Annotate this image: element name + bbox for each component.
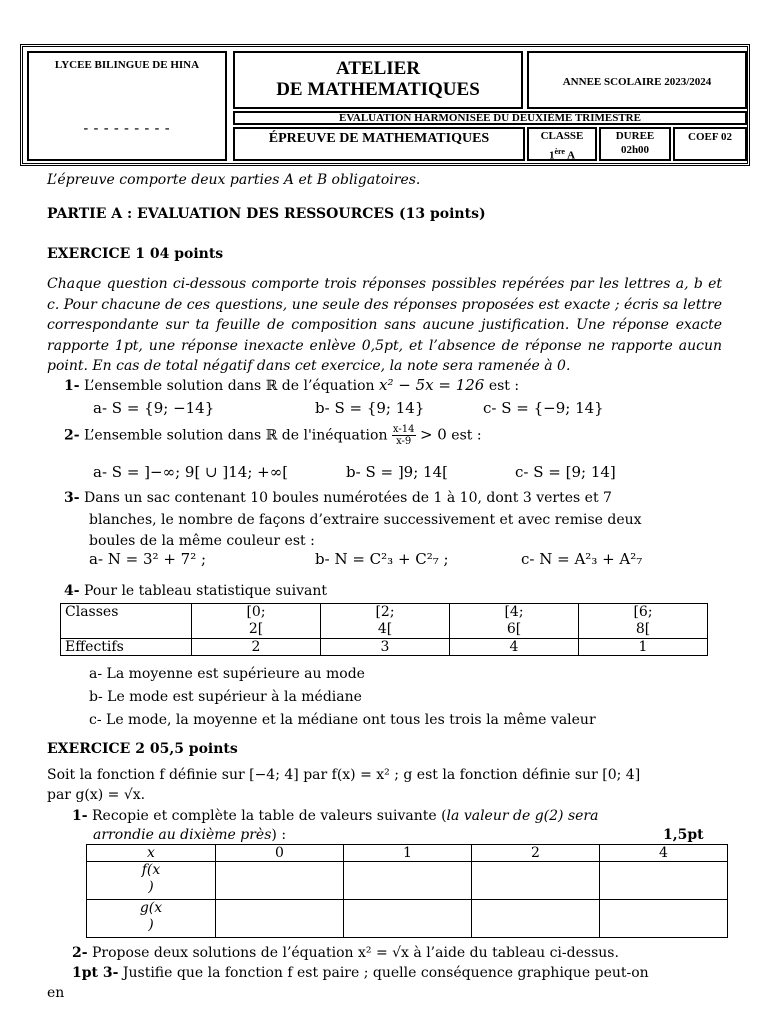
q4-statement: 4- Pour le tableau statistique suivant bbox=[64, 583, 328, 599]
table-cell bbox=[472, 862, 600, 900]
table-cell bbox=[600, 862, 728, 900]
classe-value: 1ère A bbox=[548, 147, 576, 162]
q1-statement: 1- L’ensemble solution dans ℝ de l’équation x² − 5x = 126 est : bbox=[64, 376, 520, 394]
table-cell: 3 bbox=[321, 639, 450, 656]
table-row bbox=[61, 639, 708, 656]
q2-option-c: c- S = [9; 14] bbox=[515, 463, 616, 481]
table-cell bbox=[216, 862, 344, 900]
coef-box: COEF 02 bbox=[673, 127, 747, 161]
q2-option-a: a- S = ]−∞; 9[ ∪ ]14; +∞[ bbox=[93, 463, 289, 481]
stat-table bbox=[60, 603, 708, 656]
table-cell: f(x ) bbox=[87, 862, 216, 900]
q3-line3: boules de la même couleur est : bbox=[89, 533, 315, 549]
atelier-line1: ATELIER bbox=[335, 58, 421, 79]
q4-option-c: c- Le mode, la moyenne et la médiane ont tous les trois la même valeur bbox=[89, 712, 596, 728]
table-cell bbox=[344, 900, 472, 938]
school-name: LYCEE BILINGUE DE HINA bbox=[54, 59, 200, 71]
table-row bbox=[87, 862, 728, 900]
school-box bbox=[27, 51, 227, 161]
table-cell: 4 bbox=[600, 845, 728, 862]
table-row bbox=[61, 604, 708, 639]
ex2-q2: 2- Propose deux solutions de l’équation x² = √x à l’aide du tableau ci-dessus. bbox=[72, 945, 619, 961]
table-cell: 1 bbox=[344, 845, 472, 862]
q3-line2: blanches, le nombre de façons d’extraire successivement et avec remise deux bbox=[89, 512, 642, 528]
epreuve-title: ÉPREUVE DE MATHEMATIQUES bbox=[233, 127, 525, 161]
table-cell: 2 bbox=[192, 639, 321, 656]
ex2-q1-points: 1,5pt bbox=[663, 827, 704, 843]
q3-line1: 3- Dans un sac contenant 10 boules numérotées de 1 à 10, dont 3 vertes et 7 bbox=[64, 490, 612, 506]
exercice2-title: EXERCICE 2 05,5 points bbox=[47, 741, 238, 757]
q1-option-c: c- S = {−9; 14} bbox=[483, 399, 604, 417]
q4-option-a: a- La moyenne est supérieure au mode bbox=[89, 666, 365, 682]
table-cell: [6; 8[ bbox=[579, 604, 708, 639]
atelier-line2: DE MATHEMATIQUES bbox=[276, 79, 480, 100]
q2-fraction: $\frac{x-14}{x-9}$ bbox=[392, 424, 415, 447]
classe-box bbox=[527, 127, 597, 161]
ex2-intro-line2: par g(x) = √x. bbox=[47, 787, 146, 803]
table-row bbox=[87, 900, 728, 938]
table-cell: Classes bbox=[61, 604, 192, 639]
table-cell: 4 bbox=[450, 639, 579, 656]
table-cell bbox=[216, 900, 344, 938]
table-cell: x bbox=[87, 845, 216, 862]
q1-option-b: b- S = {9; 14} bbox=[315, 399, 425, 417]
q1-option-a: a- S = {9; −14} bbox=[93, 399, 215, 417]
table-cell: [4; 6[ bbox=[450, 604, 579, 639]
ex2-q1-line2: arrondie au dixième près) : bbox=[93, 827, 287, 843]
duree-value: 02h00 bbox=[620, 144, 650, 156]
table-cell: 1 bbox=[579, 639, 708, 656]
ex2-q1-line1: 1- Recopie et complète la table de valeurs suivante (la valeur de g(2) sera bbox=[72, 808, 599, 824]
classe-label: CLASSE bbox=[540, 130, 584, 142]
table-cell: [0; 2[ bbox=[192, 604, 321, 639]
table-cell: 2 bbox=[472, 845, 600, 862]
duree-label: DUREE bbox=[615, 130, 655, 142]
duree-box bbox=[599, 127, 671, 161]
exam-header bbox=[20, 44, 750, 166]
q3-option-a: a- N = 3² + 7² ; bbox=[89, 550, 207, 568]
exercice1-instructions: Chaque question ci-dessous comporte trois réponses possibles repérées par les lettres a, b et c. Pour chacune de ces questions, une seule des réponses proposées est exacte ; écris sa lettre correspondante sur ta feuille de composition sans aucune justification. Une réponse exacte rapporte 1pt, une réponse inexacte enlève 0,5pt, et l’absence de réponse ne rapporte aucun point. En cas de total négatif dans cet exercice, la note sera ramenée à 0. bbox=[47, 276, 722, 374]
table-cell bbox=[344, 862, 472, 900]
table-cell: [2; 4[ bbox=[321, 604, 450, 639]
ex2-q3: 1pt 3- Justifie que la fonction f est paire ; quelle conséquence graphique peut-on bbox=[72, 965, 649, 981]
partie-a-title: PARTIE A : EVALUATION DES RESSOURCES (13 points) bbox=[47, 206, 486, 222]
q2-option-b: b- S = ]9; 14[ bbox=[346, 463, 448, 481]
evaluation-title: EVALUATION HARMONISÉE DU DEUXIÈME TRIMESTRE bbox=[233, 111, 747, 125]
school-dashes: - - - - - - - - - bbox=[83, 121, 171, 136]
exercice1-title: EXERCICE 1 04 points bbox=[47, 246, 224, 262]
table-cell: Effectifs bbox=[61, 639, 192, 656]
school-year: ANNEE SCOLAIRE 2023/2024 bbox=[527, 51, 747, 109]
table-cell bbox=[472, 900, 600, 938]
q2-statement: 2- L’ensemble solution dans ℝ de l'inéquation $\frac{x-14}{x-9}$ > 0 est : bbox=[64, 424, 482, 447]
table-cell bbox=[600, 900, 728, 938]
ex2-intro-line1: Soit la fonction f définie sur [−4; 4] par f(x) = x² ; g est la fonction définie sur [0; 4] bbox=[47, 767, 641, 783]
values-table bbox=[86, 844, 728, 938]
atelier-title bbox=[233, 51, 523, 109]
q3-option-b: b- N = C²₃ + C²₇ ; bbox=[315, 550, 449, 568]
intro-text: L’épreuve comporte deux parties A et B obligatoires. bbox=[47, 172, 421, 188]
table-cell: g(x ) bbox=[87, 900, 216, 938]
table-cell: 0 bbox=[216, 845, 344, 862]
ex2-q3-line2: en bbox=[47, 985, 65, 1001]
q4-option-b: b- Le mode est supérieur à la médiane bbox=[89, 689, 362, 705]
q3-option-c: c- N = A²₃ + A²₇ bbox=[521, 550, 643, 568]
table-row bbox=[87, 845, 728, 862]
